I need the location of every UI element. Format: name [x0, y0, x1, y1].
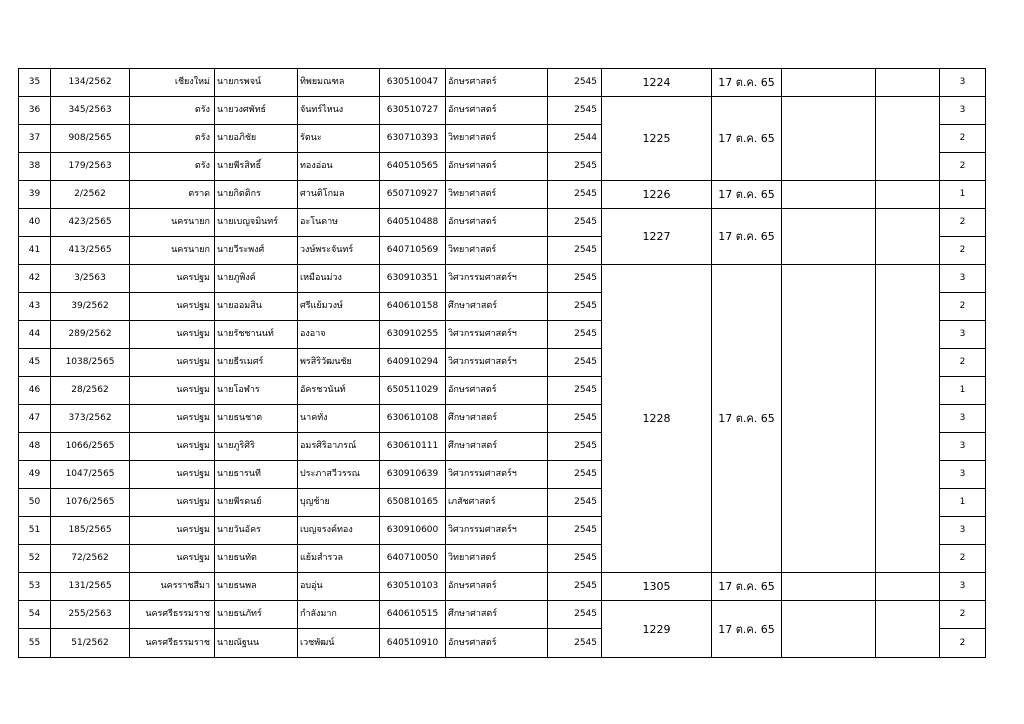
count: 3: [940, 321, 986, 349]
faculty: วิศวกรรมศาสตร์ฯ: [446, 265, 548, 293]
room-number: 1224: [602, 69, 712, 97]
faculty: วิศวกรรมศาสตร์ฯ: [446, 349, 548, 377]
count: 2: [940, 629, 986, 658]
student-code: 630910255: [380, 321, 446, 349]
student-code: 640710050: [380, 545, 446, 573]
last-name: อะโนดาษ: [298, 209, 380, 237]
birth-year: 2545: [548, 405, 602, 433]
last-name: เบญจรงค์ทอง: [298, 517, 380, 545]
row-number: 37: [19, 125, 51, 153]
birth-year: 2545: [548, 349, 602, 377]
province: นครปฐม: [130, 433, 215, 461]
first-name: นายธารนที: [215, 461, 298, 489]
faculty: อักษรศาสตร์: [446, 573, 548, 601]
last-name: ประภาสวีวรรณ: [298, 461, 380, 489]
row-number: 39: [19, 181, 51, 209]
row-number: 36: [19, 97, 51, 125]
row-number: 46: [19, 377, 51, 405]
row-number: 45: [19, 349, 51, 377]
birth-year: 2545: [548, 153, 602, 181]
exam-date: 17 ต.ค. 65: [712, 209, 782, 265]
birth-year: 2545: [548, 237, 602, 265]
record-id: 2/2562: [51, 181, 130, 209]
count: 2: [940, 349, 986, 377]
student-code: 630910351: [380, 265, 446, 293]
count: 3: [940, 97, 986, 125]
birth-year: 2545: [548, 293, 602, 321]
faculty: วิศวกรรมศาสตร์ฯ: [446, 517, 548, 545]
row-number: 40: [19, 209, 51, 237]
last-name: จันทร์ไหนง: [298, 97, 380, 125]
birth-year: 2545: [548, 629, 602, 658]
empty-cell: [876, 573, 940, 601]
birth-year: 2545: [548, 209, 602, 237]
first-name: นายออมสิน: [215, 293, 298, 321]
record-id: 185/2565: [51, 517, 130, 545]
count: 3: [940, 265, 986, 293]
count: 2: [940, 601, 986, 629]
count: 1: [940, 377, 986, 405]
empty-cell: [876, 265, 940, 573]
table-row: [19, 69, 986, 97]
count: 1: [940, 489, 986, 517]
row-number: 47: [19, 405, 51, 433]
faculty: อักษรศาสตร์: [446, 629, 548, 658]
record-id: 72/2562: [51, 545, 130, 573]
empty-cell: [876, 69, 940, 97]
room-number: 1228: [602, 265, 712, 573]
record-id: 423/2565: [51, 209, 130, 237]
birth-year: 2545: [548, 321, 602, 349]
row-number: 42: [19, 265, 51, 293]
room-number: 1305: [602, 573, 712, 601]
first-name: นายโอฬาร: [215, 377, 298, 405]
student-code: 650511029: [380, 377, 446, 405]
student-code: 640610515: [380, 601, 446, 629]
row-number: 43: [19, 293, 51, 321]
last-name: รัตนะ: [298, 125, 380, 153]
count: 1: [940, 181, 986, 209]
province: นครปฐม: [130, 405, 215, 433]
first-name: นายธนทัต: [215, 545, 298, 573]
last-name: เหมือนม่วง: [298, 265, 380, 293]
table-row: [19, 573, 986, 601]
last-name: ทองอ่อน: [298, 153, 380, 181]
student-code: 630610108: [380, 405, 446, 433]
student-code: 640510910: [380, 629, 446, 658]
last-name: นาคทั่ง: [298, 405, 380, 433]
row-number: 55: [19, 629, 51, 658]
exam-schedule-table: [18, 68, 986, 658]
record-id: 1076/2565: [51, 489, 130, 517]
first-name: นายภูริศิริ: [215, 433, 298, 461]
room-number: 1226: [602, 181, 712, 209]
province: นครปฐม: [130, 461, 215, 489]
first-name: นายพีรสิทธิ์: [215, 153, 298, 181]
student-code: 630510727: [380, 97, 446, 125]
count: 3: [940, 461, 986, 489]
record-id: 1047/2565: [51, 461, 130, 489]
student-code: 650810165: [380, 489, 446, 517]
count: 2: [940, 545, 986, 573]
faculty: อักษรศาสตร์: [446, 97, 548, 125]
empty-cell: [782, 601, 876, 658]
last-name: อมรศิริอาภรณ์: [298, 433, 380, 461]
student-code: 650710927: [380, 181, 446, 209]
province: นครปฐม: [130, 545, 215, 573]
first-name: นายธนชาต: [215, 405, 298, 433]
birth-year: 2545: [548, 545, 602, 573]
empty-cell: [782, 181, 876, 209]
record-id: 1066/2565: [51, 433, 130, 461]
first-name: นายภูพิงค์: [215, 265, 298, 293]
empty-cell: [876, 181, 940, 209]
birth-year: 2545: [548, 517, 602, 545]
record-id: 134/2562: [51, 69, 130, 97]
student-code: 640610158: [380, 293, 446, 321]
faculty: ศึกษาศาสตร์: [446, 601, 548, 629]
exam-date: 17 ต.ค. 65: [712, 69, 782, 97]
faculty: วิทยาศาสตร์: [446, 545, 548, 573]
row-number: 53: [19, 573, 51, 601]
province: นครราชสีมา: [130, 573, 215, 601]
first-name: นายวีระพงศ์: [215, 237, 298, 265]
province: นครปฐม: [130, 293, 215, 321]
exam-date: 17 ต.ค. 65: [712, 601, 782, 658]
faculty: อักษรศาสตร์: [446, 153, 548, 181]
empty-cell: [782, 209, 876, 265]
record-id: 51/2562: [51, 629, 130, 658]
birth-year: 2545: [548, 573, 602, 601]
province: นครปฐม: [130, 265, 215, 293]
faculty: ศึกษาศาสตร์: [446, 293, 548, 321]
student-code: 630910600: [380, 517, 446, 545]
student-code: 640510565: [380, 153, 446, 181]
birth-year: 2545: [548, 601, 602, 629]
count: 2: [940, 153, 986, 181]
record-id: 39/2562: [51, 293, 130, 321]
record-id: 179/2563: [51, 153, 130, 181]
faculty: เภสัชศาสตร์: [446, 489, 548, 517]
count: 3: [940, 433, 986, 461]
record-id: 3/2563: [51, 265, 130, 293]
first-name: นายธนภัทร์: [215, 601, 298, 629]
faculty: วิทยาศาสตร์: [446, 181, 548, 209]
faculty: อักษรศาสตร์: [446, 209, 548, 237]
first-name: นายอภิชัย: [215, 125, 298, 153]
record-id: 908/2565: [51, 125, 130, 153]
last-name: บุญช้าย: [298, 489, 380, 517]
empty-cell: [876, 601, 940, 658]
row-number: 44: [19, 321, 51, 349]
exam-date: 17 ต.ค. 65: [712, 573, 782, 601]
empty-cell: [782, 69, 876, 97]
row-number: 38: [19, 153, 51, 181]
faculty: ศึกษาศาสตร์: [446, 433, 548, 461]
province: นครปฐม: [130, 349, 215, 377]
first-name: นายรัชชานนท์: [215, 321, 298, 349]
student-code: 630910639: [380, 461, 446, 489]
faculty: วิทยาศาสตร์: [446, 237, 548, 265]
count: 2: [940, 209, 986, 237]
province: นครศรีธรรมราช: [130, 601, 215, 629]
exam-date: 17 ต.ค. 65: [712, 97, 782, 181]
record-id: 413/2565: [51, 237, 130, 265]
birth-year: 2545: [548, 69, 602, 97]
last-name: ศรีแย้มวงษ์: [298, 293, 380, 321]
province: นครปฐม: [130, 321, 215, 349]
empty-cell: [782, 97, 876, 181]
record-id: 1038/2565: [51, 349, 130, 377]
row-number: 41: [19, 237, 51, 265]
record-id: 28/2562: [51, 377, 130, 405]
record-id: 373/2562: [51, 405, 130, 433]
record-id: 255/2563: [51, 601, 130, 629]
faculty: วิศวกรรมศาสตร์ฯ: [446, 321, 548, 349]
first-name: นายณัฐนน: [215, 629, 298, 658]
province: ตรัง: [130, 125, 215, 153]
student-code: 630510047: [380, 69, 446, 97]
empty-cell: [876, 209, 940, 265]
count: 3: [940, 517, 986, 545]
last-name: กำลังมาก: [298, 601, 380, 629]
count: 2: [940, 125, 986, 153]
row-number: 54: [19, 601, 51, 629]
count: 3: [940, 573, 986, 601]
student-code: 630610111: [380, 433, 446, 461]
birth-year: 2545: [548, 461, 602, 489]
count: 3: [940, 69, 986, 97]
exam-date: 17 ต.ค. 65: [712, 181, 782, 209]
exam-date: 17 ต.ค. 65: [712, 265, 782, 573]
table-row: [19, 209, 986, 237]
province: นครนายก: [130, 237, 215, 265]
table-row: [19, 265, 986, 293]
last-name: ทิพยมณฑล: [298, 69, 380, 97]
faculty: อักษรศาสตร์: [446, 69, 548, 97]
province: ตรัง: [130, 97, 215, 125]
province: นครปฐม: [130, 517, 215, 545]
first-name: นายธีรเมศร์: [215, 349, 298, 377]
count: 3: [940, 405, 986, 433]
first-name: นายพีรดนย์: [215, 489, 298, 517]
table-row: [19, 181, 986, 209]
first-name: นายวันอัคร: [215, 517, 298, 545]
row-number: 52: [19, 545, 51, 573]
province: นครศรีธรรมราช: [130, 629, 215, 658]
student-code: 640510488: [380, 209, 446, 237]
student-code: 640710569: [380, 237, 446, 265]
first-name: นายเบญจมินทร์: [215, 209, 298, 237]
student-code: 630710393: [380, 125, 446, 153]
row-number: 48: [19, 433, 51, 461]
last-name: องอาจ: [298, 321, 380, 349]
birth-year: 2544: [548, 125, 602, 153]
last-name: เวชพัฒน์: [298, 629, 380, 658]
room-number: 1229: [602, 601, 712, 658]
first-name: นายธนพล: [215, 573, 298, 601]
province: นครปฐม: [130, 377, 215, 405]
count: 2: [940, 237, 986, 265]
row-number: 49: [19, 461, 51, 489]
empty-cell: [876, 97, 940, 181]
last-name: อัครชวนันท์: [298, 377, 380, 405]
birth-year: 2545: [548, 433, 602, 461]
birth-year: 2545: [548, 181, 602, 209]
birth-year: 2545: [548, 377, 602, 405]
student-code: 640910294: [380, 349, 446, 377]
empty-cell: [782, 265, 876, 573]
birth-year: 2545: [548, 265, 602, 293]
row-number: 35: [19, 69, 51, 97]
first-name: นายวงศพัทธ์: [215, 97, 298, 125]
student-code: 630510103: [380, 573, 446, 601]
province: ตรัง: [130, 153, 215, 181]
record-id: 131/2565: [51, 573, 130, 601]
count: 2: [940, 293, 986, 321]
last-name: แย้มสำรวล: [298, 545, 380, 573]
last-name: วงษ์พระจันทร์: [298, 237, 380, 265]
room-number: 1225: [602, 97, 712, 181]
province: ตราด: [130, 181, 215, 209]
last-name: พรสิริวัฒนชัย: [298, 349, 380, 377]
province: นครนายก: [130, 209, 215, 237]
empty-cell: [782, 573, 876, 601]
faculty: อักษรศาสตร์: [446, 377, 548, 405]
record-id: 345/2563: [51, 97, 130, 125]
table-row: [19, 601, 986, 629]
table-row: [19, 97, 986, 125]
row-number: 51: [19, 517, 51, 545]
province: นครปฐม: [130, 489, 215, 517]
birth-year: 2545: [548, 97, 602, 125]
birth-year: 2545: [548, 489, 602, 517]
faculty: วิทยาศาสตร์: [446, 125, 548, 153]
first-name: นายกิตติกร: [215, 181, 298, 209]
faculty: ศึกษาศาสตร์: [446, 405, 548, 433]
faculty: วิศวกรรมศาสตร์ฯ: [446, 461, 548, 489]
room-number: 1227: [602, 209, 712, 265]
province: เชียงใหม่: [130, 69, 215, 97]
row-number: 50: [19, 489, 51, 517]
first-name: นายกรพจน์: [215, 69, 298, 97]
last-name: ศานติโกมล: [298, 181, 380, 209]
record-id: 289/2562: [51, 321, 130, 349]
last-name: อบอุ่น: [298, 573, 380, 601]
